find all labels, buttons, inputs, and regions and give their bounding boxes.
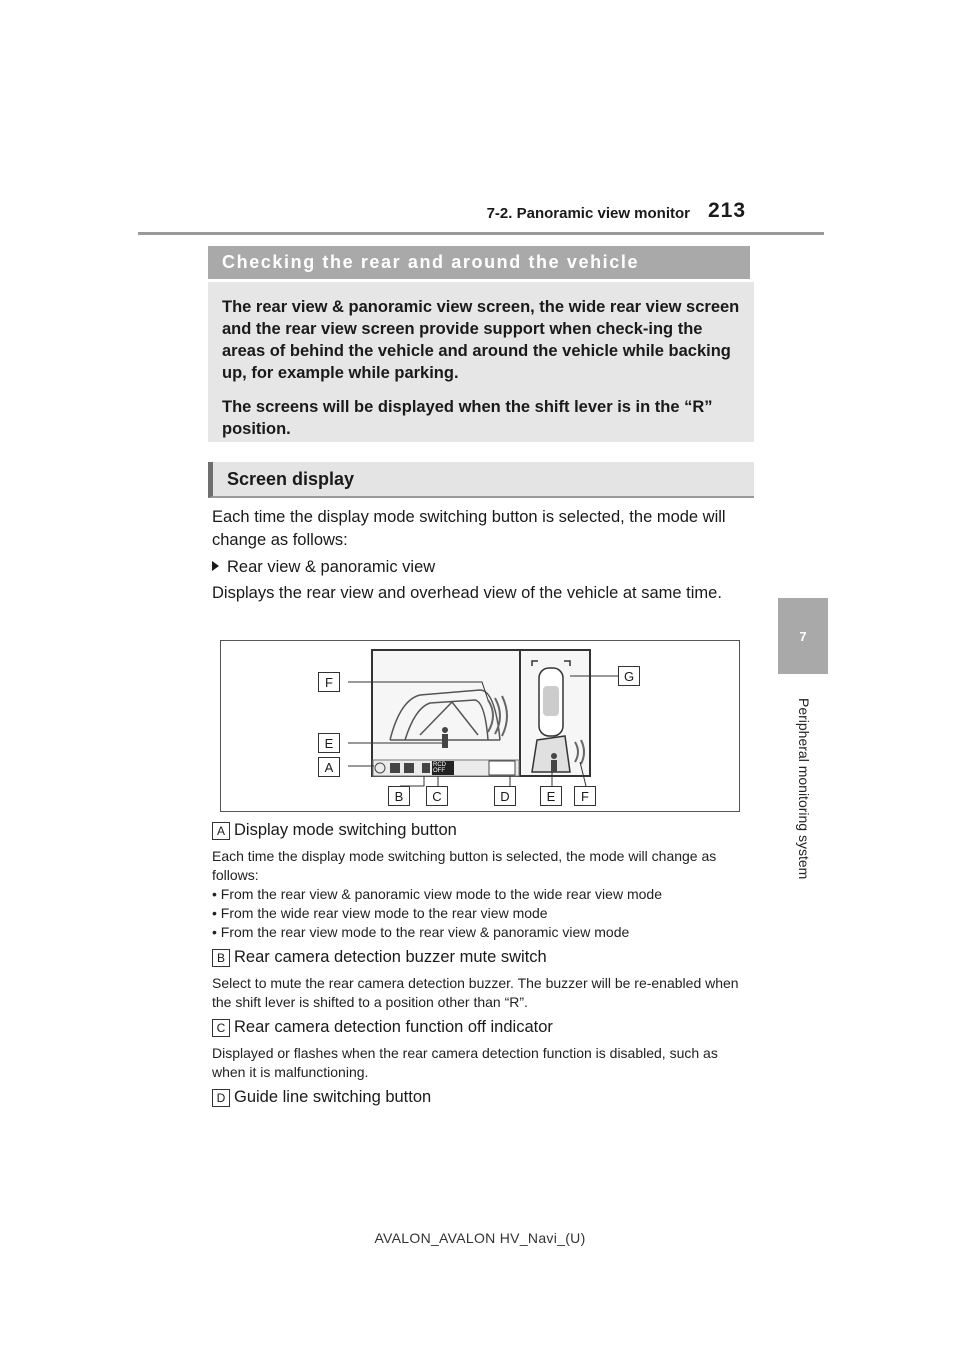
page-number: 213: [708, 199, 747, 222]
bullet-item: • From the rear view mode to the rear view & panoramic view mode: [212, 924, 630, 940]
chapter-tab[interactable]: [778, 598, 828, 674]
item-c-title: [212, 1018, 553, 1037]
callout-f-2: F: [574, 786, 596, 806]
callout-d: D: [494, 786, 516, 806]
item-a-title: [212, 821, 457, 840]
callout-e-2: E: [540, 786, 562, 806]
guide-line-center: [420, 702, 478, 735]
intro-paragraph: The screens will be displayed when the shift lever is in the “R” position.: [222, 398, 713, 438]
subheading: Screen display: [208, 462, 754, 498]
lead-paragraph: Each time the display mode switching button is selected, the mode will change as follows:: [212, 508, 726, 549]
rcd-off-label: RCD OFF: [433, 762, 446, 774]
mode-description: Displays the rear view and overhead view of the vehicle at same time.: [212, 584, 722, 602]
item-key: B: [212, 949, 230, 967]
intro-box: [208, 282, 754, 442]
pedestrian-overhead-icon: [551, 753, 557, 772]
overhead-car-icon: [539, 668, 563, 736]
callout-b: B: [388, 786, 410, 806]
mode-title: [212, 556, 752, 579]
mute-button-icon: [422, 763, 430, 773]
item-a-description: [212, 847, 742, 942]
section-heading: Checking the rear and around the vehicle: [208, 246, 750, 279]
item-key: C: [212, 1019, 230, 1037]
figure-illustration: [220, 640, 740, 812]
callout-e: E: [318, 733, 340, 753]
footer-model: AVALON_AVALON HV_Navi_(U): [374, 1230, 586, 1246]
callout-g: G: [618, 666, 640, 686]
bullet-item: • From the wide rear view mode to the rear view mode: [212, 905, 548, 921]
callout-f: F: [318, 672, 340, 692]
guide-line-button-icon: [489, 761, 515, 775]
chapter-title: Peripheral monitoring system: [796, 698, 812, 880]
item-key: A: [212, 822, 230, 840]
intro-paragraph: The rear view & panoramic view screen, the wide rear view screen and the rear view screen provide support when check-ing the areas of behind the vehicle and around the vehicle while backing up, for example while parking.: [222, 298, 740, 382]
item-c-description: Displayed or flashes when the rear camera detection function is disabled, such as when it is malfunctioning.: [212, 1045, 718, 1080]
mode-title-text: Rear view & panoramic view: [227, 558, 436, 576]
corner-brackets: [532, 661, 570, 666]
item-title-text: Display mode switching button: [234, 821, 457, 839]
bullet-item: • From the rear view & panoramic view mode to the wide rear view mode: [212, 886, 662, 902]
item-b-title: [212, 948, 547, 967]
triangle-bullet-icon: [212, 561, 219, 571]
item-desc-text: Each time the display mode switching button is selected, the mode will change as follows:: [212, 848, 717, 883]
item-d-title: [212, 1088, 431, 1107]
item-b-description: Select to mute the rear camera detection buzzer. The buzzer will be re-enabled when the shift lever is shifted to a position other than “R”.: [212, 975, 739, 1010]
callout-a: A: [318, 757, 340, 777]
header-rule: [138, 232, 824, 235]
pedestrian-icon: [442, 727, 448, 748]
section-title: 7-2. Panoramic view monitor: [486, 205, 690, 222]
sensor-arcs-rear: [488, 696, 507, 736]
item-title-text: Guide line switching button: [234, 1088, 432, 1106]
sensor-arcs-overhead: [575, 740, 584, 764]
item-title-text: Rear camera detection function off indicator: [234, 1018, 553, 1036]
callout-c: C: [426, 786, 448, 806]
item-key: D: [212, 1089, 230, 1107]
item-title-text: Rear camera detection buzzer mute switch: [234, 948, 547, 966]
chapter-number: 7: [799, 628, 807, 644]
